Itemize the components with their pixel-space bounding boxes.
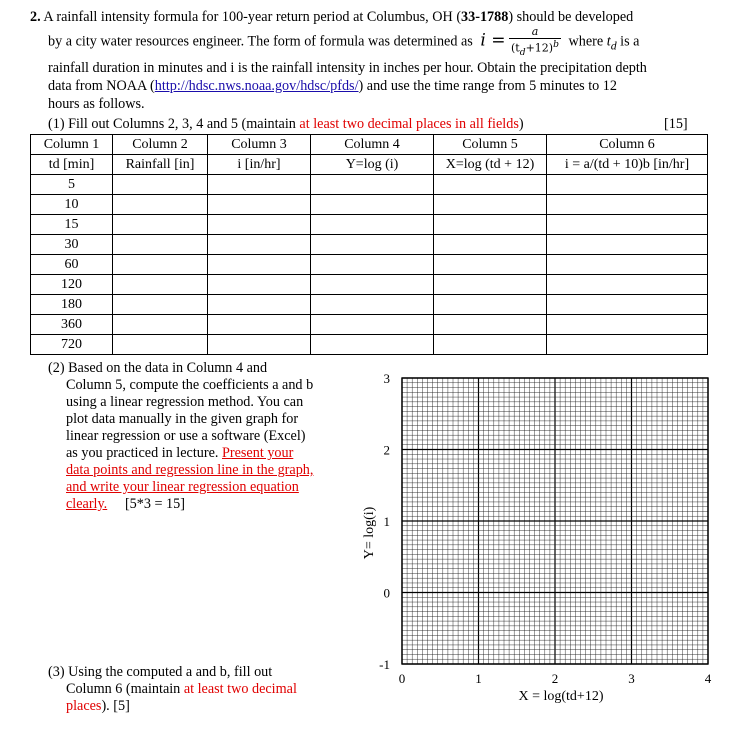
x-tick-label: 2 [551,671,559,686]
answer-cell[interactable] [113,335,208,355]
answer-cell[interactable] [208,335,311,355]
problem-line-3: rainfall duration in minutes and i is the rainfall intensity in inches per hour. Obtain the precipitation depth [48,59,647,76]
column-header: Column 3 [208,135,311,155]
answer-cell[interactable] [208,275,311,295]
answer-cell[interactable] [311,175,434,195]
y-tick-label: 3 [383,371,390,386]
answer-cell[interactable] [311,335,434,355]
duration-cell: 60 [31,255,113,275]
answer-cell[interactable] [434,335,547,355]
answer-cell[interactable] [208,195,311,215]
task-2: (2) Based on the data in Column 4 and Column 5, compute the coefficients a and b using a linear regression method. You can plot data manually in the given graph for linear regression or use a software (Excel) as you practiced in lecture. Present your data points and regression line in the graph, and write your linear regression equation clearly. [5*3 = 15] [48,360,314,512]
answer-cell[interactable] [547,175,708,195]
duration-cell: 720 [31,335,113,355]
table-row [31,175,708,195]
answer-cell[interactable] [547,295,708,315]
table-row [31,315,708,335]
table-row [31,255,708,275]
duration-cell: 360 [31,315,113,335]
answer-cell[interactable] [311,195,434,215]
answer-cell[interactable] [208,235,311,255]
problem-line-5: hours as follows. [48,95,145,112]
problem-line-1: 2. A rainfall intensity formula for 100-year return period at Columbus, OH (33-1788) should be developed [30,9,634,25]
column-header: Column 5 [434,135,547,155]
x-tick-label: 0 [398,671,406,686]
answer-cell[interactable] [113,255,208,275]
table-row [31,295,708,315]
answer-cell[interactable] [547,235,708,255]
answer-cell[interactable] [311,275,434,295]
duration-cell: 5 [31,175,113,195]
answer-cell[interactable] [311,295,434,315]
column-header: Column 1 [31,135,113,155]
intensity-formula: i = $\frac{a}{(t_d+12)^b}$ [480,25,559,58]
answer-cell[interactable] [113,315,208,335]
task-1-points: [15] [664,116,688,132]
table-row [31,195,708,215]
table-row [31,215,708,235]
answer-cell[interactable] [547,215,708,235]
table-row [31,275,708,295]
answer-cell[interactable] [113,195,208,215]
data-table [30,134,708,355]
answer-cell[interactable] [311,255,434,275]
answer-cell[interactable] [434,195,547,215]
y-tick-label: -1 [379,657,390,672]
table-row [31,335,708,355]
answer-cell[interactable] [547,195,708,215]
column-header: Column 6 [547,135,708,155]
answer-cell[interactable] [311,215,434,235]
table-units-row [31,155,708,175]
task-2-points: [5*3 = 15] [124,496,185,512]
answer-cell[interactable] [547,255,708,275]
answer-cell[interactable] [113,295,208,315]
answer-cell[interactable] [208,315,311,335]
duration-cell: 180 [31,295,113,315]
answer-cell[interactable] [434,255,547,275]
station-id: 33-1788 [461,9,509,25]
table-row [31,235,708,255]
noaa-link[interactable]: http://hdsc.nws.noaa.gov/hdsc/pfds/ [154,77,359,94]
answer-cell[interactable] [311,235,434,255]
x-tick-label: 3 [628,671,635,686]
answer-cell[interactable] [113,215,208,235]
answer-cell[interactable] [547,275,708,295]
answer-cell[interactable] [208,175,311,195]
answer-cell[interactable] [434,215,547,235]
task-3: (3) Using the computed a and b, fill out Column 6 (maintain at least two decimal places). [5] [48,664,297,714]
table-header-row [31,135,708,155]
y-tick-label: 0 [383,585,390,601]
answer-cell[interactable] [434,315,547,335]
problem-line-4: data from NOAA (http://hdsc.nws.noaa.gov/hdsc/pfds/) and use the time range from 5 minutes to 12 [48,77,617,94]
problem-number: 2. [30,9,41,25]
unit-cell: Y=log (i) [311,155,434,175]
unit-cell: X=log (td + 12) [434,155,547,175]
problem-statement [30,8,720,113]
answer-cell[interactable] [208,255,311,275]
problem-line-2: by a city water resources engineer. The form of formula was determined as i = $\frac{a}{(t_d+12)^b}$ where $t_d$ is a [48,25,640,58]
duration-cell: 10 [31,195,113,215]
answer-cell[interactable] [434,235,547,255]
column-header: Column 4 [311,135,434,155]
task-1: (1) Fill out Columns 2, 3, 4 and 5 (maintain at least two decimal places in all fields) [48,116,524,132]
answer-cell[interactable] [547,315,708,335]
answer-cell[interactable] [311,315,434,335]
answer-cell[interactable] [208,295,311,315]
unit-cell: i [in/hr] [208,155,311,175]
answer-cell[interactable] [434,275,547,295]
y-axis-label: Y= log(i) [362,506,377,560]
y-tick-label: 1 [383,514,390,529]
answer-cell[interactable] [113,275,208,295]
answer-cell[interactable] [208,215,311,235]
x-tick-label: 1 [475,671,482,686]
unit-cell: Rainfall [in] [113,155,208,175]
duration-cell: 15 [31,215,113,235]
x-tick-label: 4 [704,671,712,686]
duration-cell: 30 [31,235,113,255]
column-header: Column 2 [113,135,208,155]
unit-cell: td [min] [31,155,113,175]
unit-cell: i = a/(td + 10)b [in/hr] [547,155,708,175]
regression-graph[interactable] [340,360,725,730]
answer-cell[interactable] [113,175,208,195]
task-1-highlight: at least two decimal places in all fields [299,116,519,132]
x-axis-label: X = log(td+12) [518,689,604,704]
answer-cell[interactable] [113,235,208,255]
duration-cell: 120 [31,275,113,295]
answer-cell[interactable] [547,335,708,355]
answer-cell[interactable] [434,175,547,195]
y-tick-label: 2 [383,442,390,458]
answer-cell[interactable] [434,295,547,315]
